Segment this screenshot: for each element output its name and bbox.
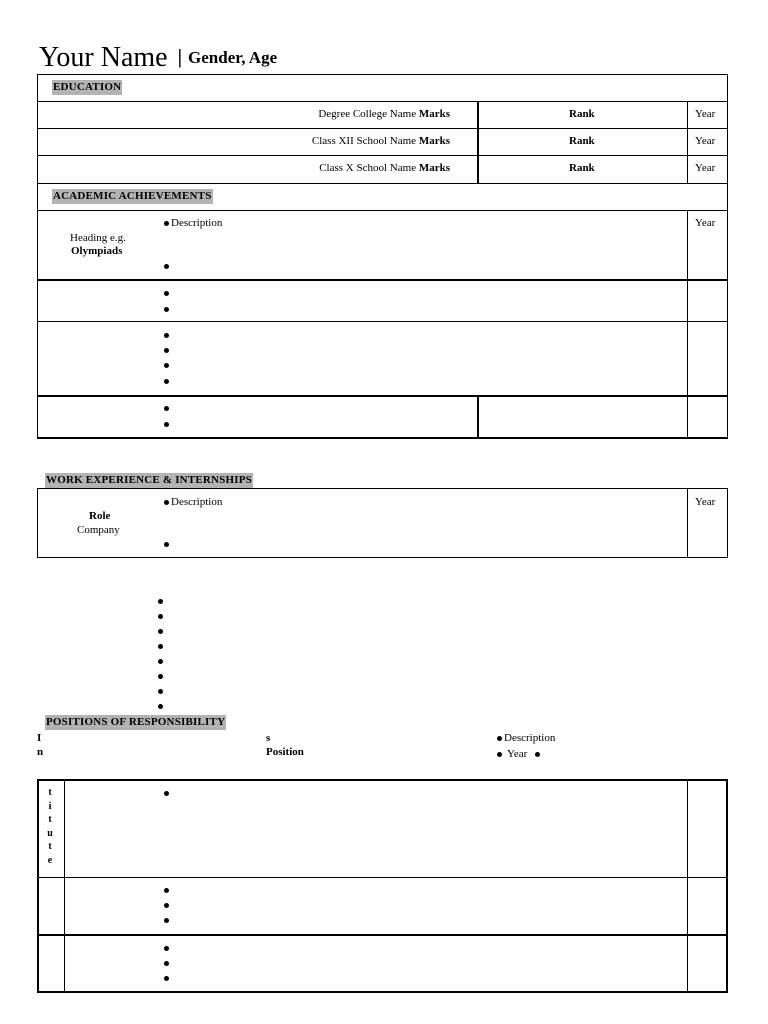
bullet-icon [164,791,169,796]
bullet-icon [164,422,169,427]
divider [727,210,728,439]
divider [687,210,688,439]
education-row-rank: Rank [569,162,595,174]
bullet-icon [158,659,163,664]
resume-header [39,40,277,75]
por-year: Year [507,748,528,760]
bullet-icon [497,752,502,757]
education-row-rank: Rank [569,135,595,147]
education-row-school: Class XII School Name Marks [311,135,450,147]
por-col-left-top: I [37,732,42,744]
bullet-icon [164,961,169,966]
bullet-icon [164,264,169,269]
gender-age: Gender, Age [188,48,278,67]
divider [37,101,728,102]
por-col-mid-top: s [266,732,271,744]
bullet-icon [164,379,169,384]
bullet-icon [158,674,163,679]
section-title-work: WORK EXPERIENCE & INTERNSHIPS [46,474,252,486]
section-title-academic: ACADEMIC ACHIEVEMENTS [53,190,212,202]
divider [687,101,688,184]
divider [37,934,728,936]
por-position: Position [266,746,304,758]
education-row-school: Degree College Name Marks [318,108,450,120]
bullet-icon [535,752,540,757]
header-separator: | [177,46,183,68]
bullet-icon [164,500,169,505]
bullet-icon [158,704,163,709]
work-company: Company [77,524,120,536]
divider [37,877,728,878]
education-row-school: Class X School Name Marks [319,162,450,174]
divider [37,437,728,439]
work-role: Role [89,510,111,522]
bullet-icon [164,221,169,226]
divider [37,395,728,397]
divider [37,321,728,322]
education-row-year: Year [695,162,716,174]
divider [37,128,728,129]
bullet-icon [164,307,169,312]
bullet-icon [164,888,169,893]
bullet-icon [158,614,163,619]
achievement-heading: Heading e.g. [70,232,126,244]
education-row-year: Year [695,108,716,120]
bullet-icon [164,946,169,951]
divider [64,779,65,993]
bullet-icon [164,363,169,368]
bullet-icon [164,348,169,353]
achievement-heading-bold: Olympiads [71,245,123,257]
achievement-year: Year [695,217,716,229]
achievement-description: Description [171,217,223,229]
bullet-icon [164,406,169,411]
por-table [37,779,728,993]
bullet-icon [164,542,169,547]
section-title-por: POSITIONS OF RESPONSIBILITY [46,716,226,728]
por-description: Description [504,732,556,744]
divider [37,155,728,156]
bullet-icon [164,291,169,296]
divider [37,279,728,281]
divider [687,488,688,558]
bullet-icon [158,599,163,604]
por-col-left-bottom: n [37,746,44,758]
bullet-icon [497,736,502,741]
divider [37,210,728,211]
education-row-rank: Rank [569,108,595,120]
bullet-icon [158,689,163,694]
bullet-icon [164,918,169,923]
bullet-icon [164,903,169,908]
divider [37,183,728,184]
divider [687,779,688,993]
divider [37,210,38,439]
bullet-icon [158,629,163,634]
work-description: Description [171,496,223,508]
work-year: Year [695,496,716,508]
institute-vertical-label: t i t u t e [47,787,53,866]
bullet-icon [158,644,163,649]
education-row-year: Year [695,135,716,147]
bullet-icon [164,976,169,981]
work-table [37,488,728,558]
divider [477,395,479,438]
bullet-icon [164,333,169,338]
divider [477,101,479,184]
section-title-education: EDUCATION [53,81,122,93]
candidate-name: Your Name [39,42,168,73]
